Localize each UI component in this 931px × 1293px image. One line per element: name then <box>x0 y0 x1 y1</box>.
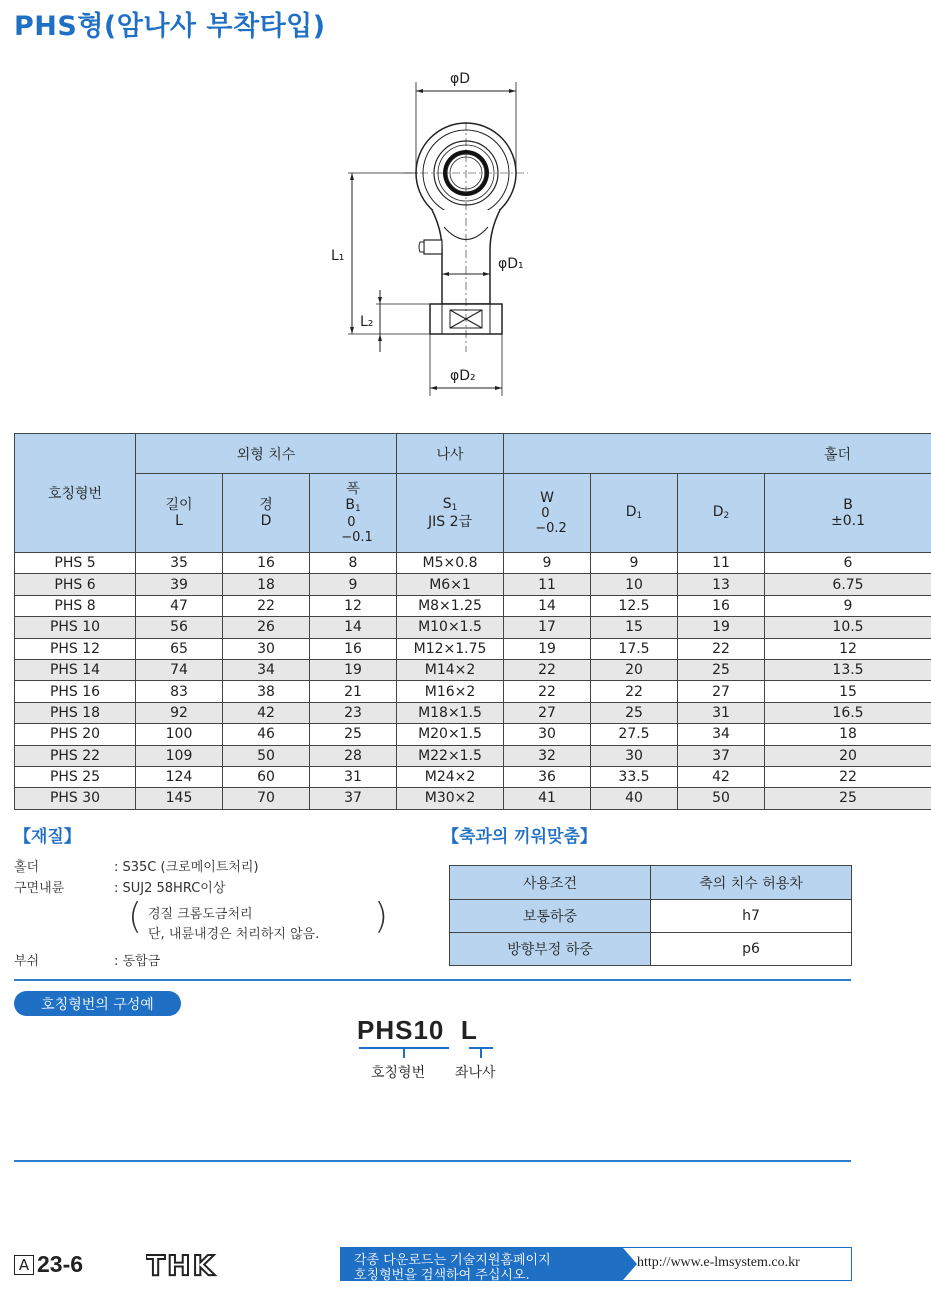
material-list <box>14 855 388 969</box>
header-thread-spec: S1 JIS 2급 <box>397 474 504 553</box>
example-label-model: 호칭형번 <box>371 1065 426 1081</box>
table-row: PHS 22 109 50 28 M22×1.5 32 30 37 20 <box>15 745 931 766</box>
header-length: 길이 L <box>136 474 223 553</box>
table-row: 방향부정 하중 p6 <box>450 933 852 966</box>
table-row: PHS 16 83 38 21 M16×2 22 22 27 15 <box>15 681 931 702</box>
header-diameter: 경 D <box>223 474 310 553</box>
material-item: 구면내륜 : SUJ2 58HRC이상 <box>14 881 226 896</box>
material-item: 홀더 : S35C (크로메이트처리) <box>14 860 259 875</box>
dim-L1-label: L₁ <box>331 248 345 264</box>
material-heading: 【재질】 <box>14 827 81 847</box>
banner-arrow-icon <box>623 1248 637 1280</box>
material-item: 부쉬 : 동합금 <box>14 954 161 969</box>
header-model: 호칭형번 <box>15 434 136 553</box>
page-title: PHS형(암나사 부착타입) <box>14 11 326 42</box>
header-width: 폭 B1 0 −0.1 <box>310 474 397 553</box>
website-link[interactable]: http://www.e-lmsystem.co.kr <box>637 1255 800 1270</box>
page-number: 23-6 <box>37 1251 84 1277</box>
banner-line2: 호칭형번을 검색하여 주십시오. <box>354 1268 530 1283</box>
dim-D2-label: φD₂ <box>450 368 476 384</box>
section-badge: A <box>14 1255 34 1275</box>
fit-table <box>449 865 852 966</box>
table-row: PHS 12 65 30 16 M12×1.75 19 17.5 22 12 <box>15 638 931 659</box>
fit-header-condition: 사용조건 <box>450 866 651 900</box>
dim-L2-label: L₂ <box>360 314 374 330</box>
dim-D1-label: φD₁ <box>498 256 524 272</box>
header-outer-dims: 외형 치수 <box>136 434 397 474</box>
rod-end-diagram <box>320 62 560 402</box>
table-row: PHS 10 56 26 14 M10×1.5 17 15 19 10.5 <box>15 617 931 638</box>
header-D1: D1 <box>591 474 678 553</box>
table-row: PHS 25 124 60 31 M24×2 36 33.5 42 22 <box>15 766 931 787</box>
example-label-thread: 좌나사 <box>455 1065 496 1081</box>
table-row: PHS 20 100 46 25 M20×1.5 30 27.5 34 18 <box>15 724 931 745</box>
header-W: W 0 −0.2 <box>504 474 591 553</box>
header-B: B ±0.1 <box>765 474 931 553</box>
example-pill: 호칭형번의 구성예 <box>14 991 181 1016</box>
table-row: 보통하중 h7 <box>450 900 852 933</box>
table-row: PHS 6 39 18 9 M6×1 11 10 13 6.75 <box>15 574 931 595</box>
divider <box>14 1160 851 1162</box>
dim-D-label: φD <box>450 71 471 87</box>
example-code: PHS10 L <box>357 1015 478 1045</box>
thk-logo <box>146 1251 232 1279</box>
fit-heading: 【축과의 끼워맞춤】 <box>442 827 597 847</box>
table-row: PHS 14 74 34 19 M14×2 22 20 25 13.5 <box>15 659 931 680</box>
download-banner[interactable] <box>340 1247 852 1281</box>
spec-table <box>14 433 931 810</box>
divider <box>14 979 851 981</box>
table-row: PHS 18 92 42 23 M18×1.5 27 25 31 16.5 <box>15 702 931 723</box>
example-brackets <box>357 1046 497 1060</box>
banner-line1: 각종 다운로드는 기술지원홈페이지 <box>354 1253 551 1268</box>
table-row: PHS 5 35 16 8 M5×0.8 9 9 11 6 <box>15 553 931 574</box>
fit-header-tolerance: 축의 치수 허용차 <box>651 866 852 900</box>
table-row: PHS 8 47 22 12 M8×1.25 14 12.5 16 9 <box>15 595 931 616</box>
material-note: ( 경질 크롬도금처리 단, 내륜내경은 처리하지 않음. ) <box>128 896 388 942</box>
header-D2: D2 <box>678 474 765 553</box>
header-holder: 홀더 <box>504 434 931 474</box>
table-row: PHS 30 145 70 37 M30×2 41 40 50 25 <box>15 788 931 809</box>
svg-text:THK: THK <box>146 1251 217 1279</box>
header-thread: 나사 <box>397 434 504 474</box>
